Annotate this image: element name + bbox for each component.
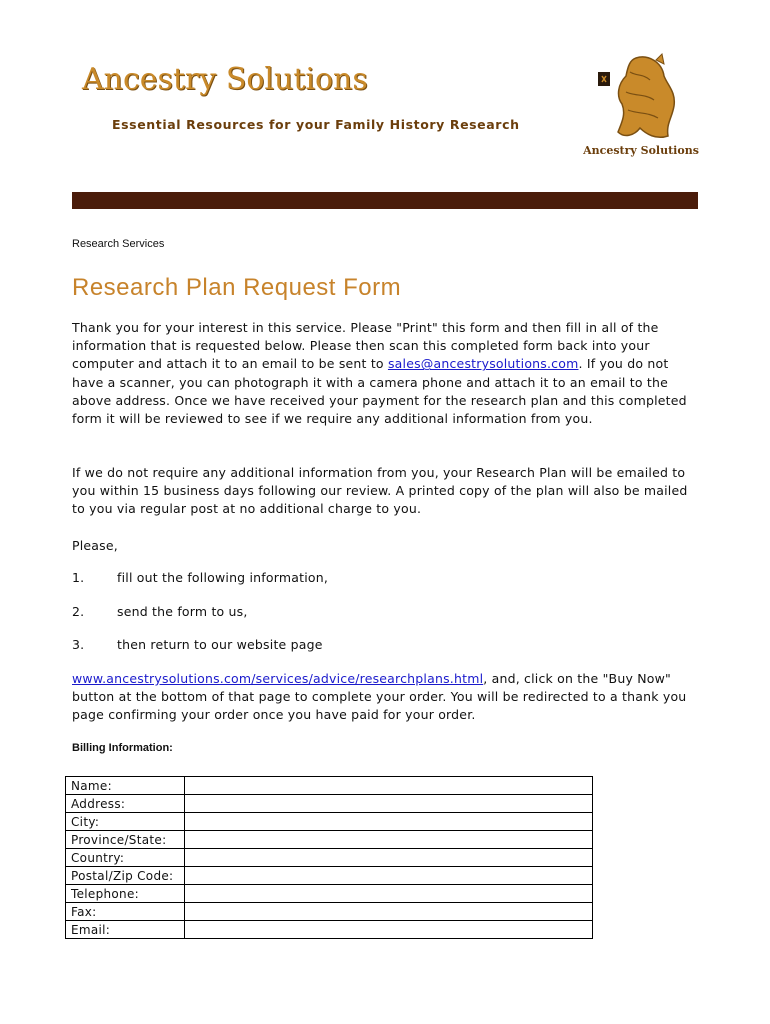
billing-row xyxy=(66,831,593,849)
step-number: 2. xyxy=(72,604,85,619)
billing-field-label: Telephone: xyxy=(66,885,185,903)
billing-field-label: Country: xyxy=(66,849,185,867)
step-text: send the form to us, xyxy=(117,604,248,619)
billing-row xyxy=(66,903,593,921)
billing-field-label: Province/State: xyxy=(66,831,185,849)
tagline: Essential Resources for your Family History Research xyxy=(112,117,520,132)
billing-field-label: Address: xyxy=(66,795,185,813)
billing-field-label: Name: xyxy=(66,777,185,795)
please-text: Please, xyxy=(72,538,118,553)
intro-text-before: Thank you for your interest in this service. Please "Print" this form and then fill in all of the information that is requested below. Please then scan this completed form back into your computer and attach it to an email to be sent to xyxy=(72,320,659,372)
billing-table xyxy=(65,776,593,939)
review-paragraph: If we do not require any additional information from you, your Research Plan will be emailed to you within 15 business days following our review. A printed copy of the plan will also be mailed to you via regular post at no additional charge to you. xyxy=(72,465,688,517)
billing-row xyxy=(66,813,593,831)
closing-paragraph xyxy=(72,670,698,725)
intro-text-after: . If you do not have a scanner, you can photograph it with a camera phone and attach it to an email to the above address. Once we have received your payment for the research plan and this completed form it will be reviewed to see if we require any additional information from you. xyxy=(72,356,687,427)
step-item xyxy=(72,604,248,619)
billing-row xyxy=(66,777,593,795)
billing-field-value[interactable] xyxy=(185,885,593,903)
logo-wordmark: Ancestry Solutions xyxy=(82,62,368,97)
billing-field-label: Email: xyxy=(66,921,185,939)
billing-field-label: City: xyxy=(66,813,185,831)
billing-field-value[interactable] xyxy=(185,777,593,795)
billing-row xyxy=(66,885,593,903)
website-link[interactable]: www.ancestrysolutions.com/services/advice/researchplans.html xyxy=(72,671,484,686)
email-link[interactable]: sales@ancestrysolutions.com xyxy=(387,356,579,372)
billing-row xyxy=(66,921,593,939)
billing-field-value[interactable] xyxy=(185,921,593,939)
page-title: Research Plan Request Form xyxy=(72,274,402,301)
lion-crest-logo xyxy=(583,52,699,174)
step-number: 3. xyxy=(72,637,85,652)
billing-row xyxy=(66,867,593,885)
billing-row xyxy=(66,795,593,813)
billing-field-label: Fax: xyxy=(66,903,185,921)
billing-field-value[interactable] xyxy=(185,831,593,849)
billing-heading: Billing Information: xyxy=(72,742,173,754)
closing-text: , and, click on the "Buy Now" button at the bottom of that page to complete your order. You will be redirected to a thank you page confirming your order once you have paid for your order. xyxy=(72,671,687,723)
step-text: fill out the following information, xyxy=(117,570,329,585)
step-item xyxy=(72,637,323,652)
step-text: then return to our website page xyxy=(117,637,323,652)
intro-paragraph xyxy=(72,319,698,428)
billing-field-value[interactable] xyxy=(185,795,593,813)
billing-field-value[interactable] xyxy=(185,903,593,921)
crest-text: Ancestry Solutions xyxy=(583,144,699,157)
step-item xyxy=(72,570,328,585)
billing-field-value[interactable] xyxy=(185,867,593,885)
billing-field-value[interactable] xyxy=(185,849,593,867)
step-number: 1. xyxy=(72,570,85,585)
billing-field-value[interactable] xyxy=(185,813,593,831)
section-label: Research Services xyxy=(72,238,165,250)
billing-row xyxy=(66,849,593,867)
header-divider xyxy=(72,192,698,209)
billing-field-label: Postal/Zip Code: xyxy=(66,867,185,885)
